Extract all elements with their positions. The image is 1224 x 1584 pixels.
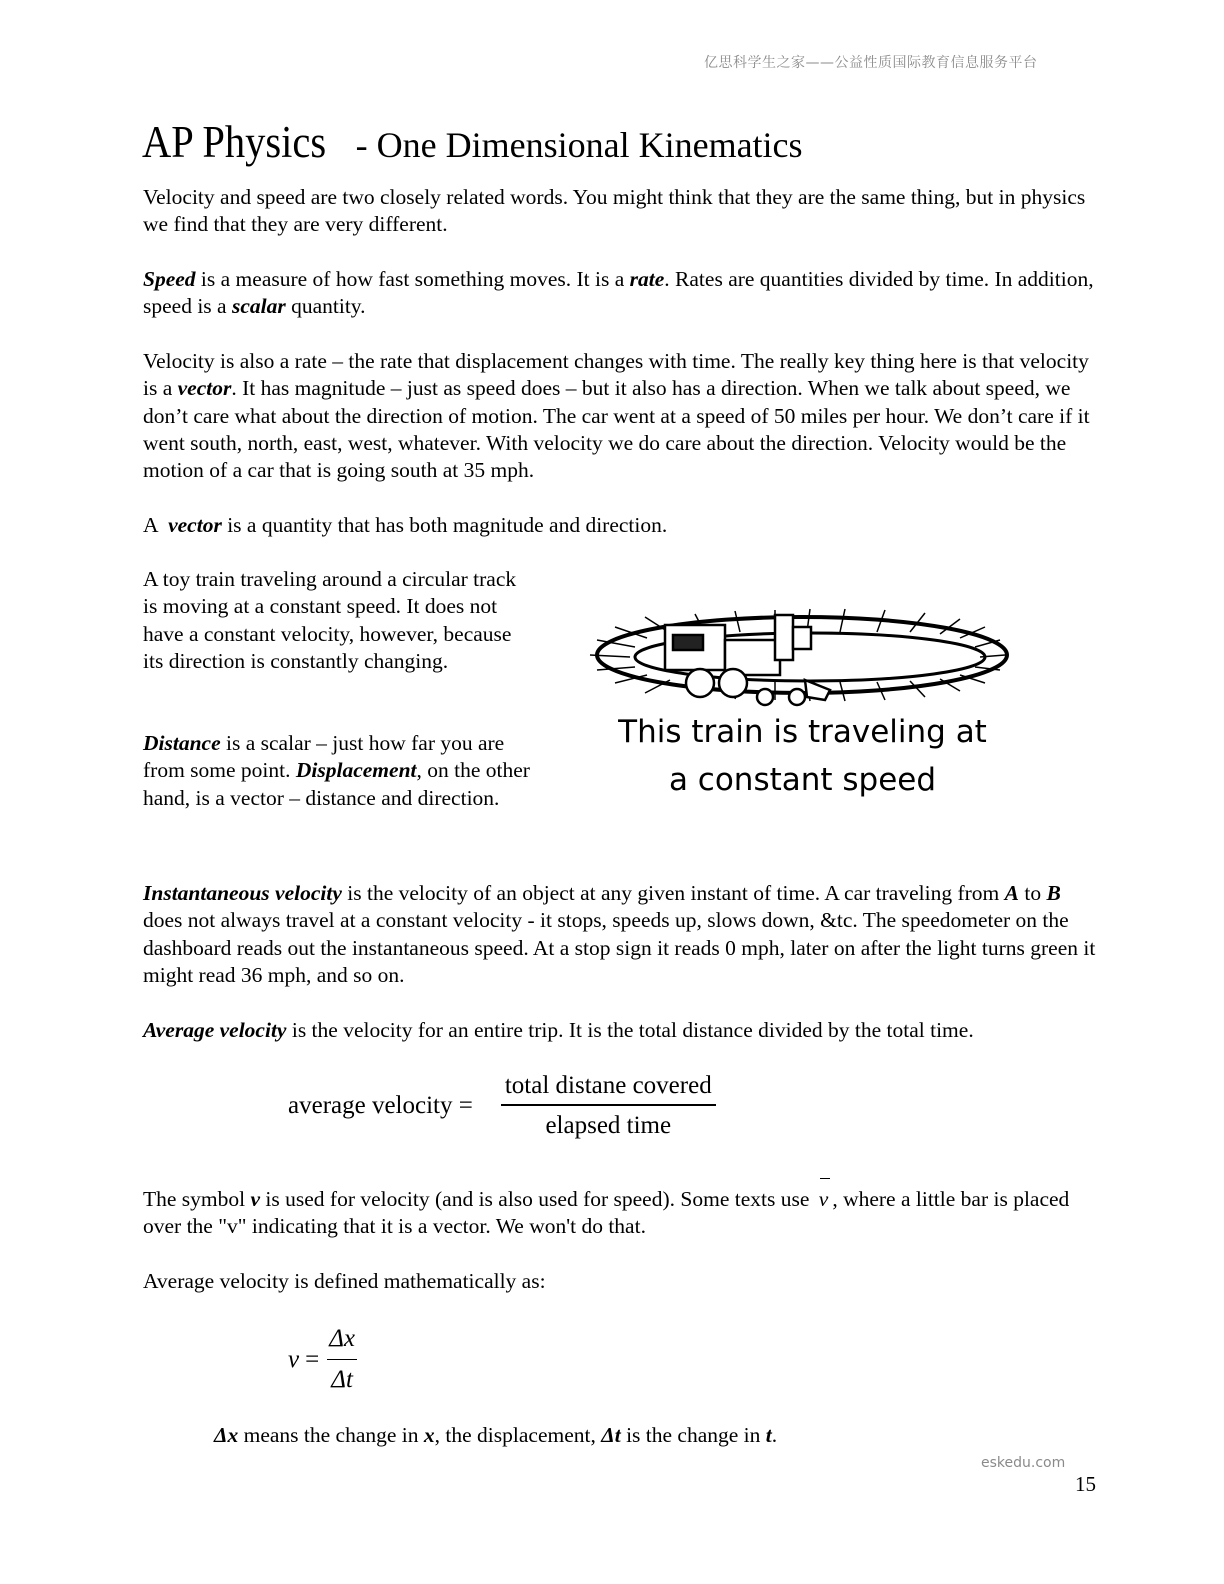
vector-term: vector [168, 513, 222, 537]
equation-lhs: v [288, 1345, 300, 1373]
text: Velocity is also a rate – the rate that displacement changes with time. The really key thing here is that velocity is a [143, 349, 1089, 401]
title-subtitle: One Dimensional Kinematics [376, 125, 803, 165]
fraction-denominator: Δt [331, 1366, 353, 1393]
text: , on the other hand, is a vector – distance and direction. [143, 758, 530, 810]
text: is a measure of how fast something moves. It is a [195, 267, 630, 291]
text: . Rates are quantities divided by time. In addition, speed is a [143, 267, 1094, 319]
delta-x: Δx [214, 1423, 239, 1447]
equation-fraction [501, 1072, 716, 1140]
point-a: A [1004, 881, 1019, 905]
toy-train-paragraph: A toy train traveling around a circular track is moving at a constant speed. It does not have a constant velocity, however, because its direction is constantly changing. [143, 567, 517, 673]
header-watermark: 亿思科学生之家——公益性质国际教育信息服务平台 [704, 55, 1038, 71]
text: is a scalar – just how far you are from some point. [143, 731, 505, 783]
text: means the change in [238, 1423, 424, 1447]
intro-paragraph: Velocity and speed are two closely related words. You might think that they are the same thing, but in physics we find that they are very different. [143, 185, 1086, 237]
symbol-paragraph [143, 1186, 1103, 1241]
x-variable: x [423, 1423, 435, 1447]
title-separator: - [346, 125, 377, 165]
text: is the change in [620, 1423, 766, 1447]
delta-t: Δt [601, 1423, 621, 1447]
text: The symbol [143, 1187, 251, 1211]
vector-definition [143, 512, 1103, 539]
text: does not always travel at a constant velocity - it stops, speeds up, slows down, &tc. The speedometer on the dashboard reads out the instantaneous speed. At a stop sign it reads 0 mph, later on after the light turns green it might read 36 mph, and so on. [143, 908, 1096, 987]
text: . It has magnitude – just as speed does – but it also has a direction. When we talk about speed, we don’t care what about the direction of motion. The car went at a speed of 50 miles per hour. We don’t care if it went south, north, east, west, whatever. With velocity we do care about the direction. Velocity would be the motion of a car that is going south at 35 mph. [143, 376, 1090, 483]
velocity-paragraph [143, 348, 1103, 484]
title-main: AP Physics [142, 117, 327, 167]
text: is used for velocity (and is also used for speed). Some texts use [260, 1187, 815, 1211]
track-icon [590, 609, 1007, 701]
page-title [142, 116, 803, 168]
figure-caption [585, 708, 1020, 804]
text: is the velocity of an object at any given instant of time. A car traveling from [341, 881, 1005, 905]
text: quantity. [285, 294, 366, 319]
caption-line-2: a constant speed [668, 762, 937, 798]
speed-term: Speed [143, 267, 196, 291]
instantaneous-velocity-term: Instantaneous velocity [143, 881, 342, 905]
text: is the velocity for an entire trip. It is the total distance divided by the total time. [286, 1018, 974, 1042]
fraction-denominator: elapsed time [545, 1112, 672, 1139]
velocity-definition-equation [288, 1325, 357, 1394]
footer-watermark: eskedu.com [981, 1455, 1066, 1471]
distance-paragraph [143, 730, 538, 812]
text: is a quantity that has both magnitude and direction. [221, 513, 668, 537]
text: A [143, 513, 169, 537]
average-velocity-paragraph [143, 1017, 1103, 1044]
v-bar-symbol: v [819, 1186, 829, 1213]
delta-explanation [214, 1422, 1174, 1449]
defined-paragraph: Average velocity is defined mathematically as: [143, 1269, 546, 1293]
speed-paragraph [143, 266, 1103, 321]
fraction-numerator: total distane covered [501, 1072, 716, 1106]
scalar-term: scalar [231, 294, 286, 319]
v-symbol: v [250, 1187, 261, 1211]
text: . [771, 1423, 778, 1447]
fraction-numerator: Δx [327, 1325, 357, 1360]
caption-line-1: This train is traveling at [618, 714, 987, 750]
point-b: B [1046, 881, 1061, 905]
instantaneous-velocity-paragraph [143, 880, 1103, 989]
average-velocity-term: Average velocity [143, 1018, 287, 1042]
distance-term: Distance [143, 731, 221, 755]
text: to [1018, 881, 1047, 905]
vector-term: vector [177, 376, 232, 401]
rate-term: rate [629, 267, 665, 291]
equation-lhs: average velocity = [288, 1092, 473, 1119]
text: , the displacement, [434, 1423, 602, 1447]
average-velocity-equation [288, 1072, 716, 1140]
page-number: 15 [1075, 1472, 1096, 1496]
text: , where a little bar is placed over the "v" indicating that it is a vector. We won't do that. [143, 1187, 1070, 1239]
equation-fraction [327, 1325, 357, 1394]
t-variable: t [765, 1423, 772, 1447]
displacement-term: Displacement [295, 758, 417, 783]
equals-sign: = [305, 1345, 320, 1373]
